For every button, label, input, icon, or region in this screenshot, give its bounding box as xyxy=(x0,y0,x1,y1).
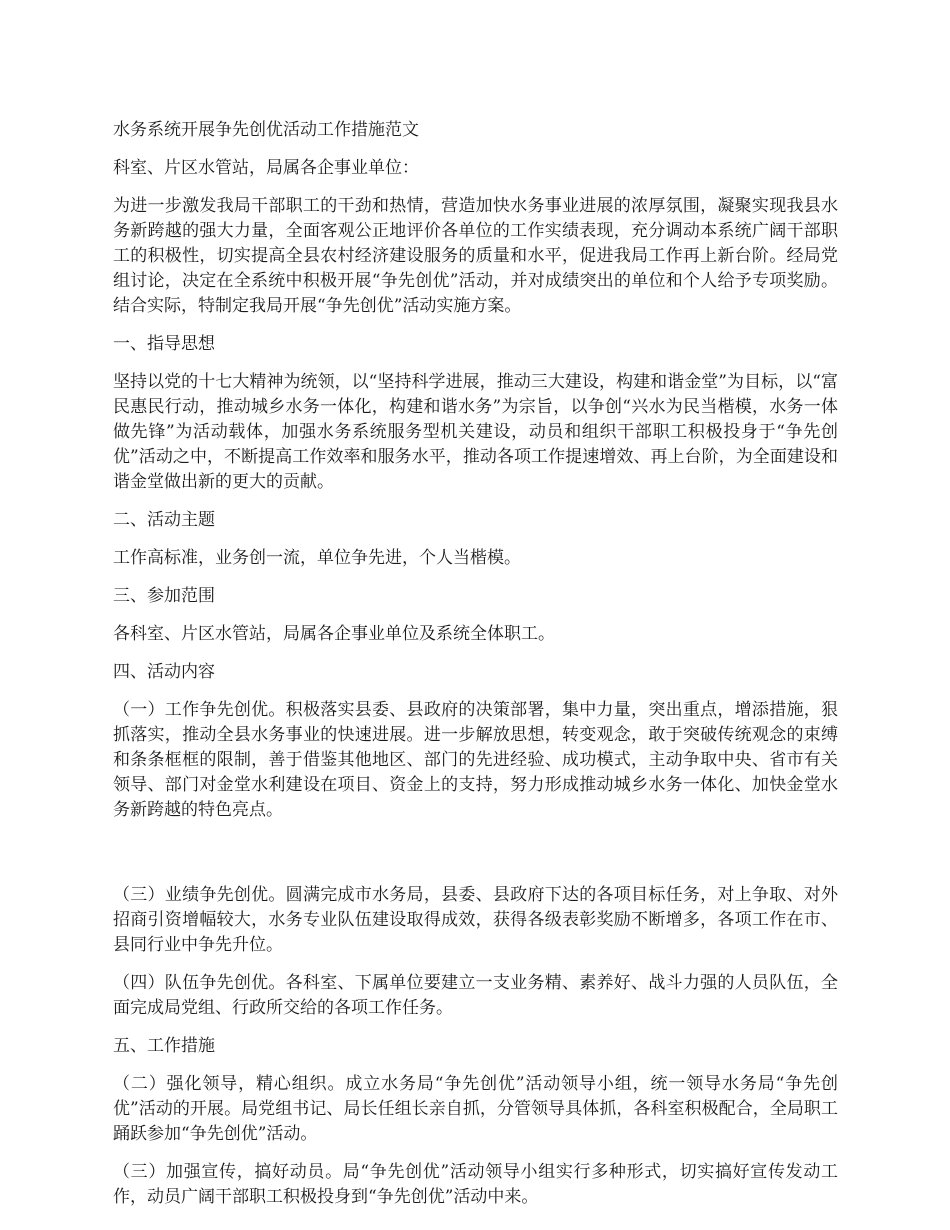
activity-content-item-4: （四）队伍争先创优。各科室、下属单位要建立一支业务精、素养好、战斗力强的人员队伍，全面完成局党组、行政所交给的各项工作任务。 xyxy=(113,973,838,1018)
addressee-line: 科室、片区水管站，局属各企事业单位： xyxy=(113,158,419,178)
section-heading-guiding-ideology: 一、指导思想 xyxy=(113,334,215,354)
activity-content-item-3: （三）业绩争先创优。圆满完成市水务局，县委、县政府下达的各项目标任务，对上争取、对外招商引资增幅较大，水务专业队伍建设取得成效，获得各级表彰奖励不断增多，各项工作在市、县同行业中争先升位。 xyxy=(113,885,838,955)
section-heading-work-measures: 五、工作措施 xyxy=(113,1036,215,1056)
section-body-scope: 各科室、片区水管站，局属各企事业单位及系统全体职工。 xyxy=(113,624,555,644)
section-heading-scope: 三、参加范围 xyxy=(113,586,215,606)
work-measures-item-2: （二）强化领导，精心组织。成立水务局“争先创优”活动领导小组，统一领导水务局“争先创优”活动的开展。局党组书记、局长任组长亲自抓，分管领导具体抓，各科室积极配合，全局职工踊跃参加“争先创优”活动。 xyxy=(113,1074,838,1144)
activity-content-item-1: （一）工作争先创优。积极落实县委、县政府的决策部署，集中力量，突出重点，增添措施，狠抓落实，推动全县水务事业的快速进展。进一步解放思想，转变观念，敢于突破传统观念的束缚和条条框框的限制，善于借鉴其他地区、部门的先进经验、成功模式，主动争取中央、省市有关领导、部门对金堂水利建设在项目、资金上的支持，努力形成推动城乡水务一体化、加快金堂水务新跨越的特色亮点。 xyxy=(113,700,838,820)
section-body-activity-theme: 工作高标准，业务创一流，单位争先进，个人当楷模。 xyxy=(113,548,521,568)
work-measures-item-3: （三）加强宣传，搞好动员。局“争先创优”活动领导小组实行多种形式，切实搞好宣传发动工作，动员广阔干部职工积极投身到“争先创优”活动中来。 xyxy=(113,1162,838,1207)
document-page xyxy=(113,118,838,1223)
section-heading-activity-theme: 二、活动主题 xyxy=(113,510,215,530)
section-heading-activity-content: 四、活动内容 xyxy=(113,662,215,682)
section-body-guiding-ideology: 坚持以党的十七大精神为统领，以“坚持科学进展，推动三大建设，构建和谐金堂”为目标，以“富民惠民行动，推动城乡水务一体化，构建和谐水务”为宗旨，以争创“兴水为民当楷模，水务一体做先锋”为活动载体，加强水务系统服务型机关建设，动员和组织干部职工积极投身于“争先创优”活动之中，不断提高工作效率和服务水平，推动各项工作提速增效、再上台阶，为全面建设和谐金堂做出新的更大的贡献。 xyxy=(113,372,838,492)
intro-paragraph: 为进一步激发我局干部职工的干劲和热情，营造加快水务事业进展的浓厚氛围，凝聚实现我县水务新跨越的强大力量，全面客观公正地评价各单位的工作实绩表现，充分调动本系统广阔干部职工的积极性，切实提高全县农村经济建设服务的质量和水平，促进我局工作再上新台阶。经局党组讨论，决定在全系统中积极开展“争先创优”活动，并对成绩突出的单位和个人给予专项奖励。结合实际，特制定我局开展“争先创优”活动实施方案。 xyxy=(113,196,838,316)
document-title: 水务系统开展争先创优活动工作措施范文 xyxy=(113,120,419,140)
